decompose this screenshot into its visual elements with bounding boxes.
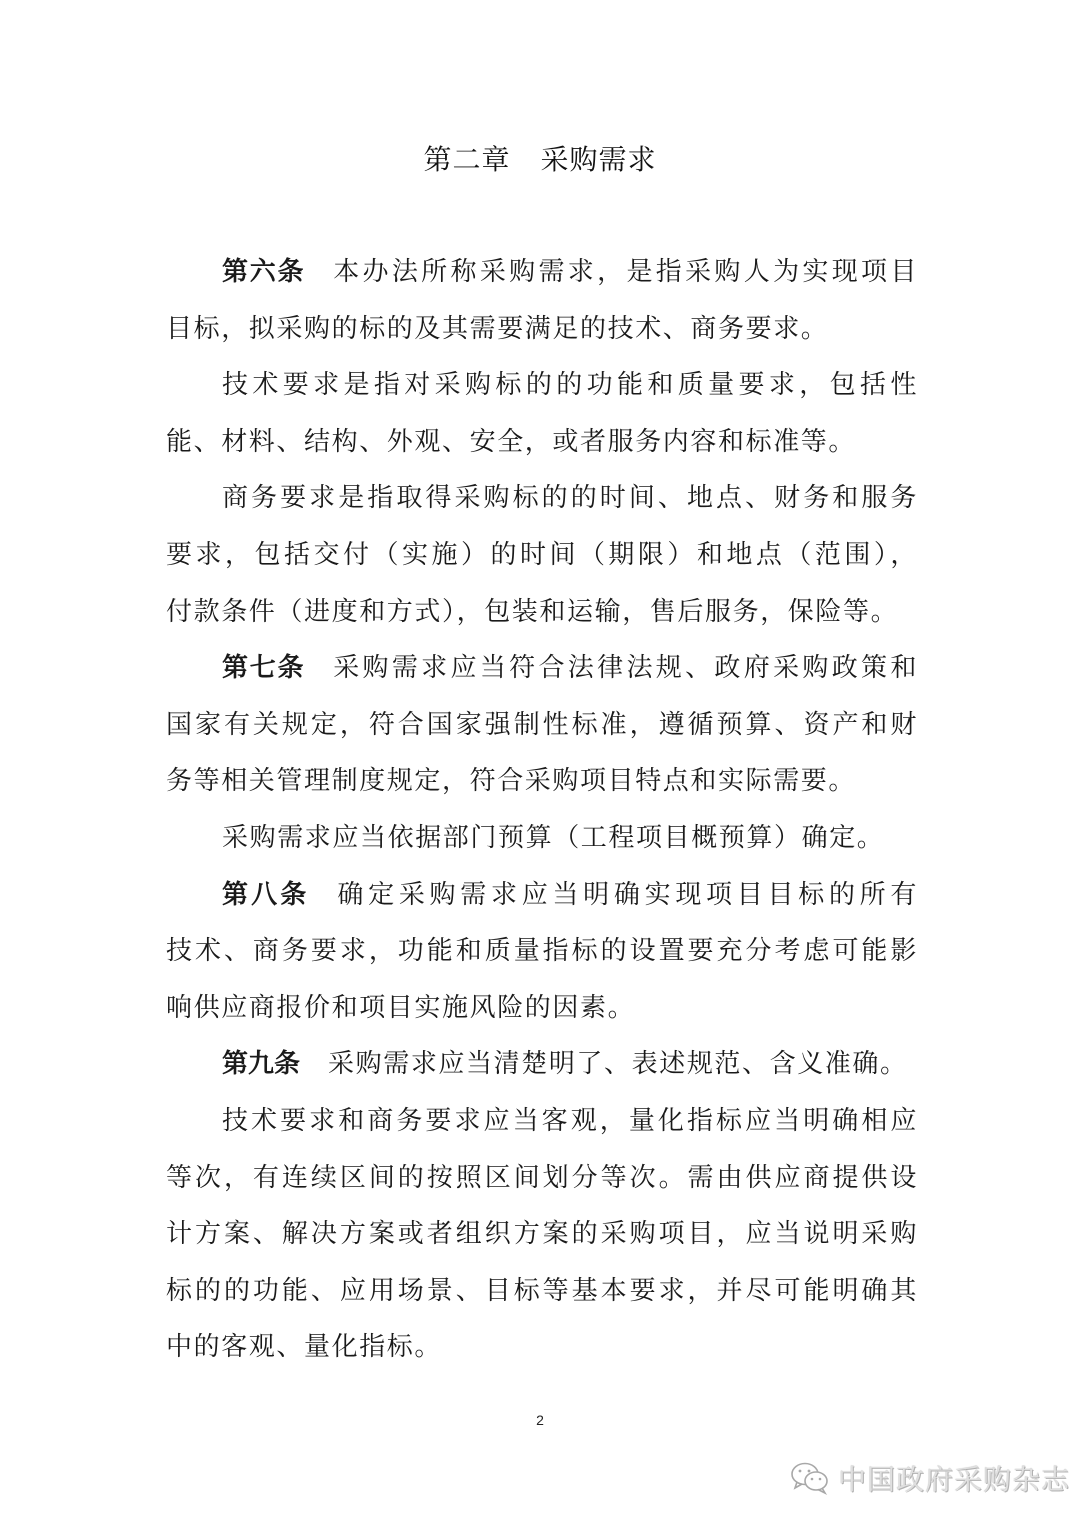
text-line (166, 810, 918, 867)
line-text: 采购需求应当依据部门预算（工程项目概预算）确定。 (222, 822, 885, 853)
line-text: 确定采购需求应当明确实现项目目标的所有 (337, 879, 918, 910)
page-number: 2 (536, 1412, 544, 1428)
article-number: 第六条 (222, 257, 306, 287)
text-line (166, 301, 918, 358)
line-text: 技术、商务要求，功能和质量指标的设置要充分考虑可能影 (166, 936, 918, 967)
line-text: 采购需求应当清楚明了、表述规范、含义准确。 (328, 1049, 908, 1080)
chapter-title (0, 140, 1080, 180)
article-number: 第七条 (222, 653, 306, 684)
text-line (166, 584, 918, 641)
text-line (166, 1263, 918, 1320)
text-line (166, 640, 918, 697)
line-text: 计方案、解决方案或者组织方案的采购项目，应当说明采购 (166, 1219, 918, 1250)
watermark-text: 中国政府采购杂志 (838, 1463, 1071, 1496)
line-text: 响供应商报价和项目实施风险的因素。 (166, 992, 636, 1023)
text-line (166, 867, 918, 924)
wechat-icon (790, 1461, 830, 1495)
line-text: 中的客观、量化指标。 (166, 1332, 443, 1363)
text-line (166, 753, 918, 810)
text-line (166, 1206, 918, 1263)
line-text: 等次，有连续区间的按照区间划分等次。需由供应商提供设 (166, 1162, 918, 1193)
line-text: 目标，拟采购的标的及其需要满足的技术、商务要求。 (166, 313, 829, 344)
text-line (166, 923, 918, 980)
line-text: 技术要求是指对采购标的的功能和质量要求，包括性 (222, 370, 918, 401)
line-text: 付款条件（进度和方式），包装和运输，售后服务，保险等。 (166, 596, 899, 627)
article-number: 第九条 (222, 1049, 301, 1080)
watermark (790, 1458, 1070, 1498)
article-number: 第八条 (222, 879, 310, 910)
text-line (166, 1036, 918, 1093)
document-body (166, 244, 918, 1376)
text-line (166, 357, 918, 414)
line-text: 要求，包括交付（实施）的时间（期限）和地点（范围）， (166, 539, 918, 570)
chapter-name: 采购需求 (540, 143, 657, 176)
line-text: 能、材料、结构、外观、安全，或者服务内容和标准等。 (166, 426, 857, 457)
line-text: 标的的功能、应用场景、目标等基本要求，并尽可能明确其 (166, 1275, 918, 1306)
line-text: 国家有关规定，符合国家强制性标准，遵循预算、资产和财 (166, 709, 918, 740)
text-line (166, 1093, 918, 1150)
text-line (166, 527, 918, 584)
line-text: 务等相关管理制度规定，符合采购项目特点和实际需要。 (166, 766, 857, 797)
line-text: 技术要求和商务要求应当客观，量化指标应当明确相应 (222, 1105, 918, 1136)
line-text: 商务要求是指取得采购标的的时间、地点、财务和服务 (222, 483, 918, 514)
text-line (166, 414, 918, 471)
line-text: 采购需求应当符合法律法规、政府采购政策和 (333, 653, 918, 684)
text-line (166, 1150, 918, 1207)
text-line (166, 980, 918, 1037)
text-line (166, 697, 918, 754)
text-line (166, 1319, 918, 1376)
chapter-number: 第二章 (423, 143, 511, 176)
line-text: 本办法所称采购需求，是指采购人为实现项目 (333, 257, 918, 287)
text-line (166, 244, 918, 301)
text-line (166, 470, 918, 527)
